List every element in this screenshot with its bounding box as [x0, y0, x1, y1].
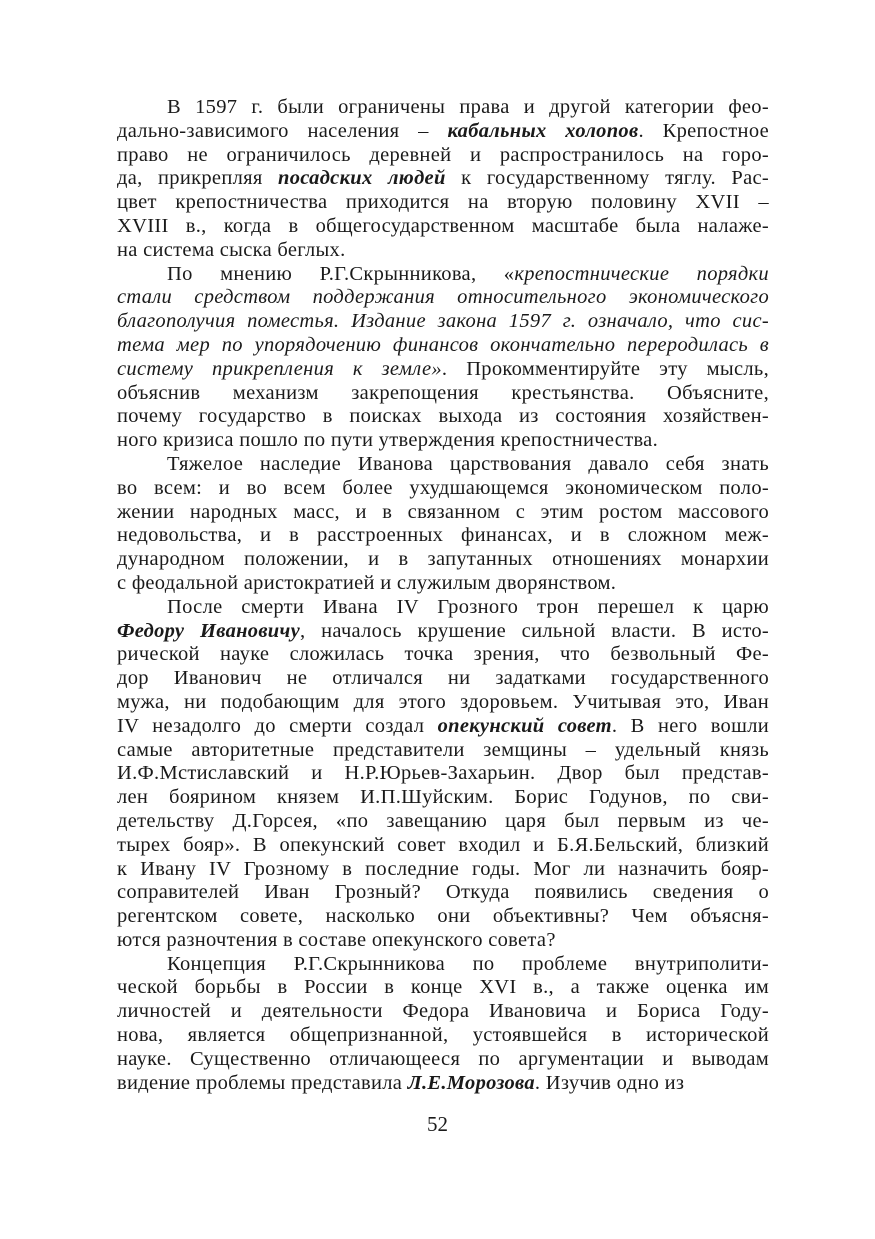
body-text [117, 96, 769, 1095]
text-run: . Изучив одно из [534, 1071, 685, 1094]
italic-quote: тема мер по упорядочению финансов окончательно переродилась в [117, 333, 769, 356]
text-run: . Прокомментируйте эту мысль, [441, 357, 769, 380]
text-run: право не ограничилось деревней и распространилось на горо- [117, 143, 769, 166]
text-run: регентском совете, насколько они объективны? Чем объясня- [117, 905, 769, 928]
text-run: ного кризиса пошло по пути утверждения крепостничества. [117, 429, 659, 452]
text-run: самые авторитетные представители земщины – удельный князь [117, 738, 769, 761]
text-run: с феодальной аристократией и служилым дворянством. [117, 571, 617, 594]
italic-quote: благополучия поместья. Издание закона 1597 г. означало, что сис- [117, 310, 769, 333]
text-line [117, 167, 769, 191]
text-line [117, 1000, 769, 1024]
paragraph [117, 596, 769, 953]
text-line [117, 572, 769, 596]
text-run: дально-зависимого населения – [117, 119, 448, 142]
text-run: объяснив механизм закрепощения крестьянства. Объясните, [117, 381, 769, 404]
text-line [117, 286, 769, 310]
text-line [117, 358, 769, 382]
text-run: После смерти Ивана IV Грозного трон перешел к царю [167, 595, 769, 618]
text-run: цвет крепостничества приходится на вторую половину XVII – [117, 191, 769, 214]
text-line [117, 596, 769, 620]
text-run: к Ивану IV Грозному в последние годы. Мог ли назначить бояр- [117, 857, 769, 880]
text-run: науке. Существенно отличающееся по аргументации и выводам [117, 1047, 769, 1070]
text-line [117, 215, 769, 239]
text-run: . Крепостное [638, 119, 770, 142]
emphasized-term: Л.Е.Морозова [407, 1071, 535, 1094]
text-line [117, 1072, 769, 1096]
text-line [117, 834, 769, 858]
emphasized-term: кабальных холопов [447, 119, 639, 142]
text-run: к государственному тяглу. Рас- [445, 167, 770, 190]
text-run: почему государство в поисках выхода из состояния хозяйствен- [117, 405, 769, 428]
text-run: да, прикрепляя [117, 167, 279, 190]
emphasized-term: опекунский совет [437, 714, 612, 737]
text-line [117, 691, 769, 715]
text-line [117, 905, 769, 929]
text-line [117, 477, 769, 501]
text-run: ются разночтения в составе опекунского совета? [117, 928, 556, 951]
text-line [117, 96, 769, 120]
text-line [117, 739, 769, 763]
text-line [117, 715, 769, 739]
text-line [117, 643, 769, 667]
text-run: жении народных масс, и в связанном с этим ростом массового [117, 500, 769, 523]
emphasized-term: посадских людей [278, 167, 446, 190]
text-run: И.Ф.Мстиславский и Н.Р.Юрьев-Захарьин. Двор был представ- [117, 762, 769, 785]
text-run: , началось крушение сильной власти. В исто- [299, 619, 769, 642]
text-line [117, 144, 769, 168]
text-run: недовольства, и в расстроенных финансах, и в сложном меж- [117, 524, 769, 547]
text-run: XVIII в., когда в общегосударственном масштабе была налаже- [117, 214, 769, 237]
paragraph [117, 263, 769, 453]
text-run: личностей и деятельности Федора Ивановича и Бориса Году- [117, 1000, 769, 1023]
text-line [117, 786, 769, 810]
emphasized-term: Федору Ивановичу [117, 619, 300, 642]
text-line [117, 453, 769, 477]
text-line [117, 976, 769, 1000]
text-line [117, 191, 769, 215]
text-run: рической науке сложилась точка зрения, что безвольный Фе- [117, 643, 769, 666]
italic-quote: стали средством поддержания относительного экономического [117, 286, 769, 309]
italic-quote: систему прикрепления к земле» [117, 357, 442, 380]
text-line [117, 810, 769, 834]
text-run: во всем: и во всем более ухудшающемся экономическом поло- [117, 476, 769, 499]
text-run: Тяжелое наследие Иванова царствования давало себя знать [167, 452, 769, 475]
text-line [117, 524, 769, 548]
text-run: дор Иванович не отличался ни задатками государственного [117, 667, 769, 690]
text-line [117, 762, 769, 786]
text-line [117, 548, 769, 572]
text-run: лен боярином князем И.П.Шуйским. Борис Годунов, по сви- [117, 786, 769, 809]
text-run: . В него вошли [611, 714, 769, 737]
text-line [117, 310, 769, 334]
text-run: тырех бояр». В опекунский совет входил и Б.Я.Бельский, близкий [117, 833, 769, 856]
text-line [117, 263, 769, 287]
text-run: Концепция Р.Г.Скрынникова по проблеме внутриполити- [167, 952, 769, 975]
text-run: мужа, ни подобающим для этого здоровьем. Учитывая это, Иван [117, 690, 769, 713]
text-run: видение проблемы представила [117, 1071, 408, 1094]
text-line [117, 667, 769, 691]
text-line [117, 429, 769, 453]
text-run: соправителей Иван Грозный? Откуда появились сведения о [117, 881, 769, 904]
text-line [117, 382, 769, 406]
text-line [117, 1048, 769, 1072]
page-number: 52 [427, 1112, 448, 1136]
text-line [117, 881, 769, 905]
paragraph [117, 96, 769, 263]
text-run: По мнению Р.Г.Скрынникова, « [167, 262, 515, 285]
text-line [117, 334, 769, 358]
italic-quote: крепостнические порядки [514, 262, 769, 285]
text-line [117, 953, 769, 977]
text-line [117, 1024, 769, 1048]
text-line [117, 858, 769, 882]
paragraph [117, 453, 769, 596]
text-run: IV незадолго до смерти создал [117, 714, 438, 737]
text-run: на система сыска беглых. [117, 238, 346, 261]
text-line [117, 620, 769, 644]
text-line [117, 120, 769, 144]
text-run: дународном положении, и в запутанных отношениях монархии [117, 548, 769, 571]
paragraph [117, 953, 769, 1096]
text-line [117, 239, 769, 263]
text-run: В 1597 г. были ограничены права и другой категории фео- [167, 96, 769, 118]
text-line [117, 501, 769, 525]
text-run: детельству Д.Горсея, «по завещанию царя был первым из че- [117, 809, 769, 832]
text-line [117, 929, 769, 953]
text-run: ческой борьбы в России в конце XVI в., а также оценка им [117, 976, 769, 999]
text-run: нова, является общепризнанной, устоявшейся в исторической [117, 1024, 769, 1047]
text-line [117, 405, 769, 429]
